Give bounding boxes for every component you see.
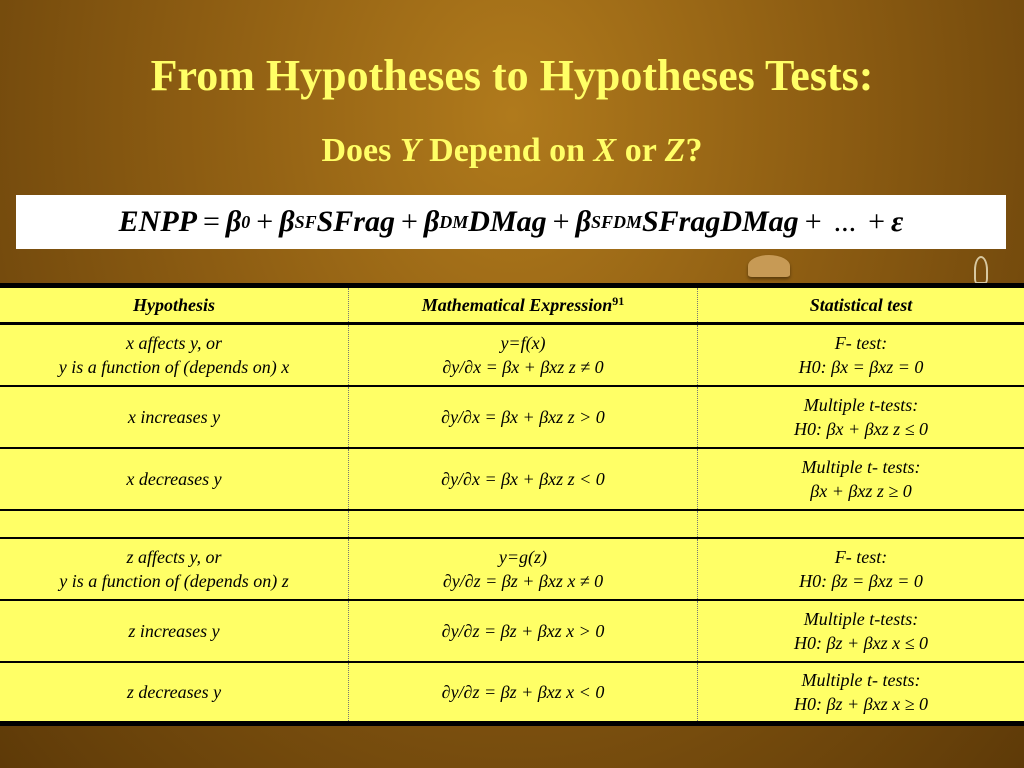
expression-cell [349,600,698,662]
test-cell [698,448,1024,510]
model-equation [16,195,1006,249]
eq-epsilon: ε [891,205,904,238]
table-row [0,324,1024,386]
expr-line-1: ∂y/∂z = βz + βxz x > 0 [441,620,605,641]
test-line-1: Multiple t-tests: [803,394,919,415]
test-cell [698,600,1024,662]
eq-beta-dm-sub: DM [439,211,469,232]
hyp-line-1: x decreases y [126,468,222,489]
test-cell [698,538,1024,600]
slide-title: From Hypotheses to Hypotheses Tests: [150,51,874,100]
test-line-2: H0: βz + βxz x ≥ 0 [794,693,928,714]
decorative-pen-icon [974,256,988,284]
eq-beta-sfdm-sub: SFDM [590,211,642,232]
table-row [0,386,1024,448]
empty-cell [349,510,698,538]
expression-cell [349,324,698,386]
hyp-line-1: x affects y, or [126,332,222,353]
expr-line-1: y=g(z) [498,546,548,567]
eq-plus-4: + [804,205,822,238]
test-line-2: βx + βxz z ≥ 0 [810,480,912,501]
table-row [0,662,1024,724]
eq-beta-sf-sub: SF [294,211,317,232]
table-row [0,600,1024,662]
test-line-2: H0: βx + βxz z ≤ 0 [794,418,928,439]
subtitle-x: X [593,132,617,169]
test-line-2: H0: βz = βxz = 0 [799,570,923,591]
slide-subtitle [0,130,1024,172]
spacer-row [0,510,1024,538]
eq-plus-1: + [256,205,274,238]
table-row [0,448,1024,510]
test-line-1: Multiple t- tests: [801,669,921,690]
subtitle-y: Y [399,132,421,169]
empty-cell [698,510,1024,538]
expression-cell [349,386,698,448]
test-cell [698,386,1024,448]
test-line-2: H0: βx = βxz = 0 [798,356,924,377]
subtitle-mid: Depend on [420,132,594,169]
header-expression-label: Mathematical Expression [421,295,613,315]
eq-plus-5: + [868,205,886,238]
eq-plus-2: + [400,205,418,238]
eq-beta-sfdm: β [575,205,591,238]
eq-equals: = [202,205,220,238]
test-cell [698,324,1024,386]
eq-term-dmag: DMag [468,205,547,238]
eq-plus-3: + [552,205,570,238]
eq-beta-dm: β [423,205,440,238]
hypotheses-table [0,283,1024,726]
header-hypothesis: Hypothesis [0,286,349,324]
test-line-1: Multiple t- tests: [801,456,921,477]
hypothesis-cell [0,600,349,662]
test-cell [698,662,1024,724]
hypothesis-cell [0,448,349,510]
hyp-line-1: z affects y, or [126,546,222,567]
hyp-line-1: z increases y [128,620,220,641]
eq-beta0-sub: 0 [241,211,251,232]
expr-line-1: y=f(x) [500,332,546,353]
hypothesis-cell [0,324,349,386]
test-line-1: F- test: [834,332,888,353]
test-line-2: H0: βz + βxz x ≤ 0 [794,632,928,653]
hypothesis-cell [0,662,349,724]
hyp-line-1: x increases y [127,406,221,427]
expr-line-1: ∂y/∂x = βx + βxz z < 0 [441,468,605,489]
header-test: Statistical test [698,286,1024,324]
decorative-shape [748,255,790,277]
subtitle-end: ? [685,132,703,169]
hyp-line-2: y is a function of (depends on) x [58,356,290,377]
eq-beta0: β [225,205,242,238]
expression-cell [349,662,698,724]
header-expression [349,286,698,324]
hypothesis-cell [0,386,349,448]
table-row [0,538,1024,600]
eq-dots: ... [833,205,857,238]
eq-lhs: ENPP [118,205,197,238]
empty-cell [0,510,349,538]
subtitle-or: or [616,132,665,169]
hyp-line-2: y is a function of (depends on) z [59,570,289,591]
expression-cell [349,538,698,600]
subtitle-z: Z [664,132,686,169]
subtitle-pre: Does [321,132,400,169]
expr-line-1: ∂y/∂x = βx + βxz z > 0 [441,406,605,427]
test-line-1: Multiple t-tests: [803,608,919,629]
expr-line-2: ∂y/∂x = βx + βxz z ≠ 0 [442,356,604,377]
expr-line-1: ∂y/∂z = βz + βxz x < 0 [441,681,605,702]
expr-line-2: ∂y/∂z = βz + βxz x ≠ 0 [442,570,604,591]
header-expression-ref: 91 [612,294,625,308]
eq-term-sfragdmag: SFragDMag [641,205,799,238]
eq-term-sfrag: SFrag [316,205,395,238]
hyp-line-1: z decreases y [126,681,222,702]
hypothesis-cell [0,538,349,600]
expression-cell [349,448,698,510]
eq-beta-sf: β [279,205,295,238]
test-line-1: F- test: [834,546,888,567]
